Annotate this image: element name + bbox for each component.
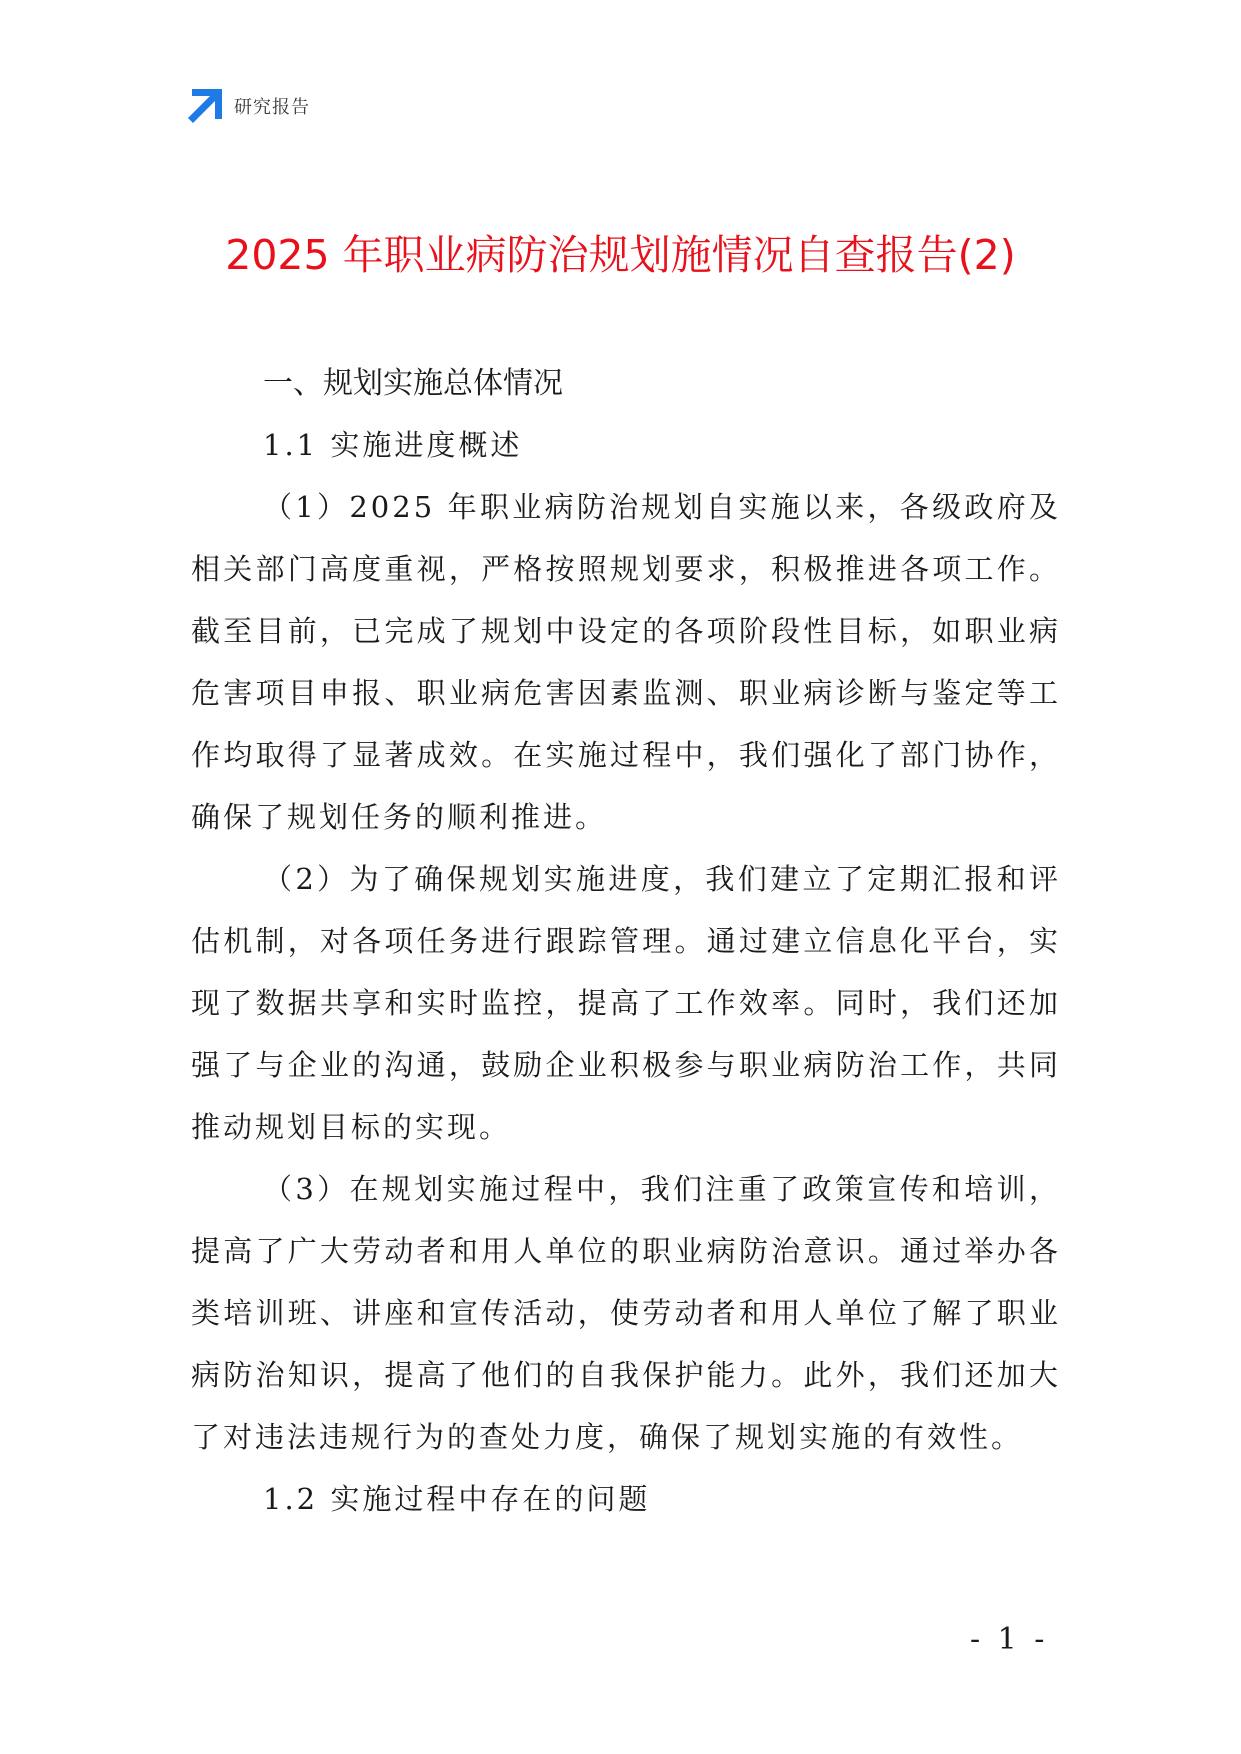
paragraph-1: （1）2025 年职业病防治规划自实施以来，各级政府及相关部门高度重视，严格按照规划要求，积极推进各项工作。截至目前，已完成了规划中设定的各项阶段性目标，如职业病危害项目申报、职业病危害因素监测、职业病诊断与鉴定等工作均取得了显著成效。在实施过程中，我们强化了部门协作，确保了规划任务的顺利推进。 <box>191 490 1061 834</box>
document-title: 2025 年职业病防治规划施情况自查报告(2) <box>225 231 1016 279</box>
paragraph-3: （3）在规划实施过程中，我们注重了政策宣传和培训，提高了广大劳动者和用人单位的职业病防治意识。通过举办各类培训班、讲座和宣传活动，使劳动者和用人单位了解了职业病防治知识，提高了他们的自我保护能力。此外，我们还加大了对违法违规行为的查处力度，确保了规划实施的有效性。 <box>191 1172 1061 1454</box>
document-header <box>188 88 310 124</box>
paragraph-2: （2）为了确保规划实施进度，我们建立了定期汇报和评估机制，对各项任务进行跟踪管理。通过建立信息化平台，实现了数据共享和实时监控，提高了工作效率。同时，我们还加强了与企业的沟通，鼓励企业积极参与职业病防治工作，共同推动规划目标的实现。 <box>191 862 1061 1144</box>
subsection-heading-1-1: 1.1 实施进度概述 <box>263 428 523 462</box>
document-body <box>191 354 1061 1530</box>
header-label: 研究报告 <box>234 97 310 118</box>
arrow-logo-icon <box>188 89 222 123</box>
section-heading: 一、规划实施总体情况 <box>263 366 563 401</box>
page-number: - 1 - <box>970 1622 1049 1657</box>
subsection-heading-1-2: 1.2 实施过程中存在的问题 <box>263 1482 651 1516</box>
